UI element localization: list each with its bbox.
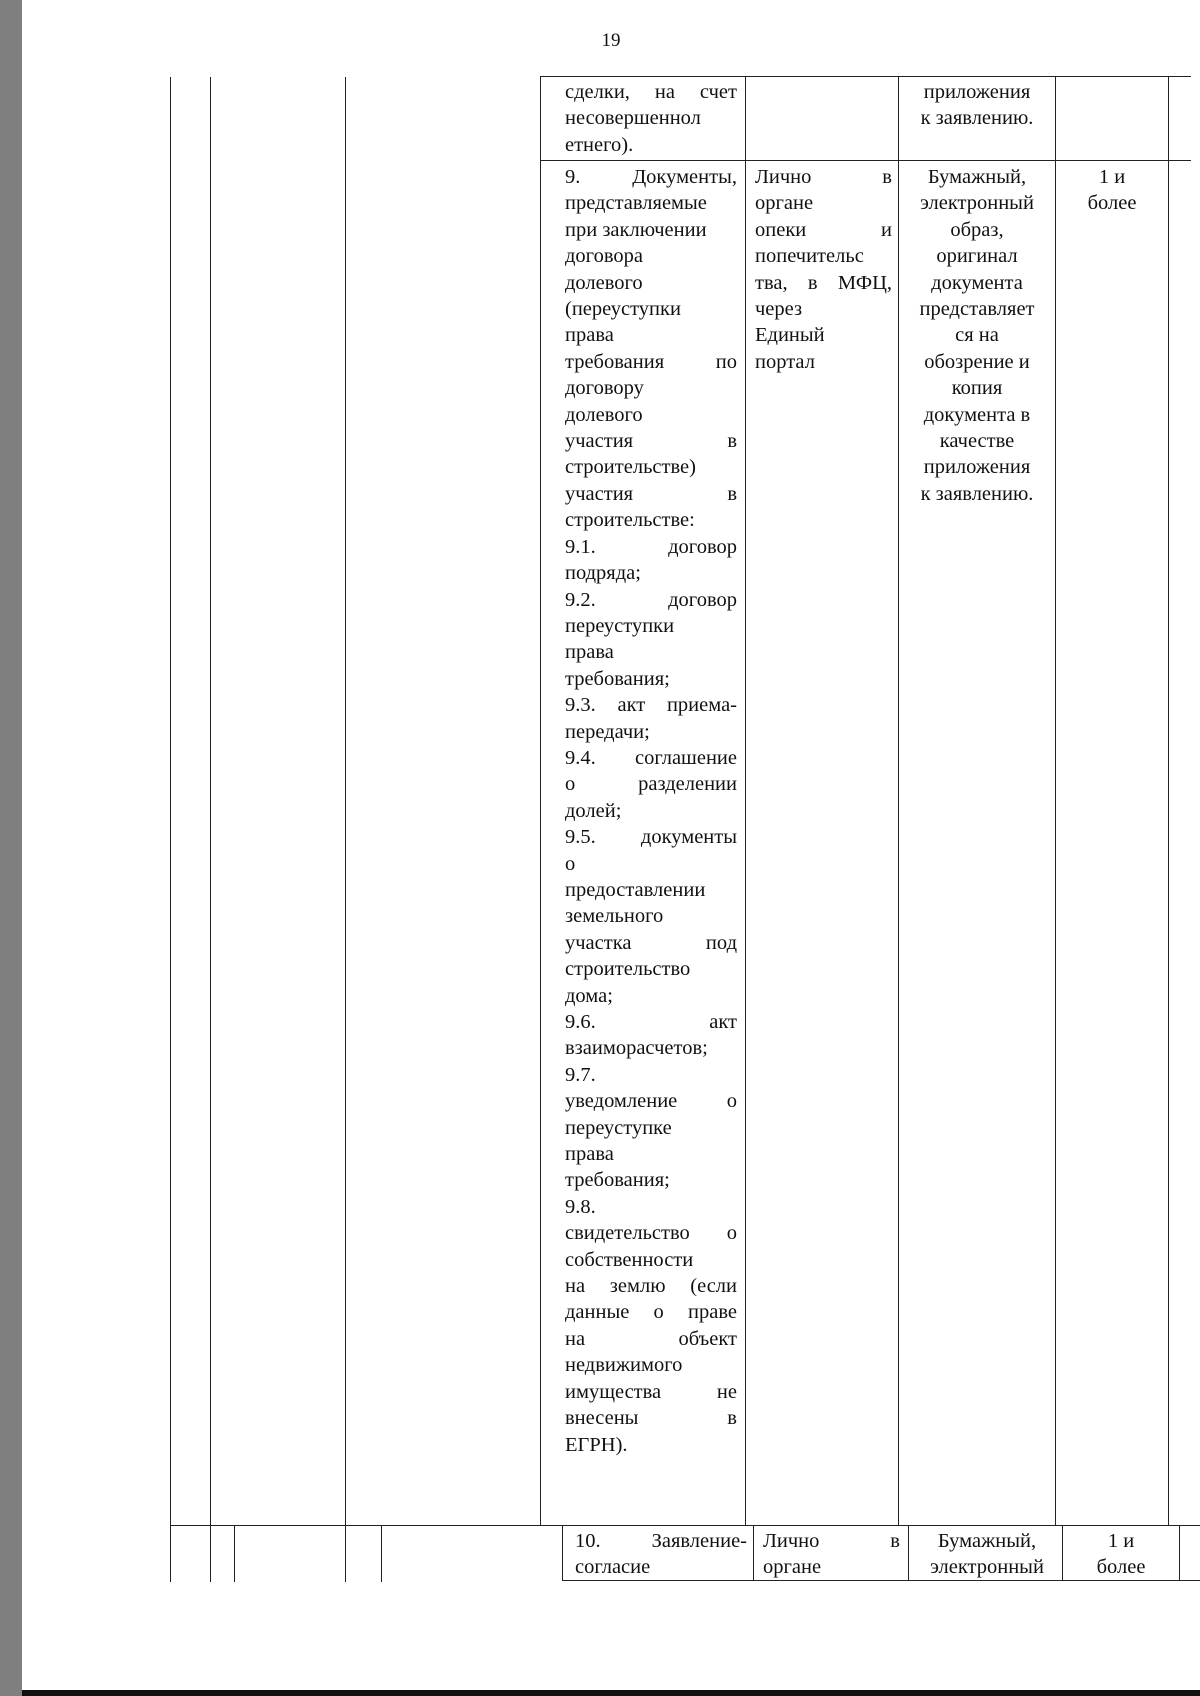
text-line: строительство (565, 958, 691, 981)
text-line: свидетельство о (565, 1222, 737, 1245)
text-line: дома; (565, 984, 613, 1007)
text-line: образ, (950, 218, 1004, 241)
text-line: участка под (565, 931, 737, 954)
text-line: переуступке (565, 1116, 672, 1139)
text-line: Лично в (755, 166, 892, 188)
left-column-line-1 (170, 77, 171, 1582)
row-a-document-cell (565, 79, 737, 158)
text-line: опеки и (755, 218, 892, 241)
text-line: более (1096, 1556, 1146, 1579)
table-col-border-4 (1055, 76, 1056, 1526)
row-divider-2 (170, 1525, 1200, 1526)
text-line: копия (951, 377, 1003, 400)
table-col-border-1-lower (562, 1525, 563, 1581)
text-line: несовершеннол (565, 107, 701, 130)
text-line: представляемые (565, 192, 707, 215)
left-column-line-1-lower (170, 1525, 171, 1582)
left-column-line-3 (345, 77, 346, 1582)
text-line: права (565, 1143, 614, 1166)
text-line: портал (755, 350, 815, 373)
text-line: земельного (565, 905, 664, 928)
text-line: органе (763, 1556, 822, 1579)
row-b-form-cell (902, 164, 1052, 507)
text-line: согласие (575, 1556, 651, 1579)
text-line: при заключении (565, 218, 707, 241)
text-line: на объект (565, 1327, 737, 1350)
text-line: участия в (565, 430, 737, 453)
text-line: ЕГРН). (565, 1433, 628, 1456)
row-a-form-cell (902, 79, 1052, 132)
text-line: подряда; (565, 562, 641, 585)
text-line: качестве (939, 430, 1015, 453)
text-line: документа в (923, 403, 1031, 426)
text-line: оригинал (936, 245, 1018, 268)
text-line: документа (931, 271, 1023, 294)
text-line: 9.1. договор (565, 535, 737, 558)
text-line: 9. Документы, (565, 166, 737, 188)
row-c-document-cell (575, 1528, 747, 1581)
text-line: 9.2. договор (565, 588, 737, 611)
text-line: взаиморасчетов; (565, 1037, 708, 1060)
text-line: участия в (565, 482, 737, 505)
text-line: Лично в (763, 1530, 900, 1552)
text-line: внесены в (565, 1407, 737, 1430)
text-line: требования по (565, 350, 737, 373)
text-line: долевого (565, 271, 643, 294)
text-line: строительстве: (565, 509, 695, 532)
table-col-border-5-lower (1179, 1525, 1180, 1581)
text-line: приложения (923, 81, 1031, 103)
row-divider-1 (540, 160, 1191, 161)
table-col-border-3 (898, 76, 899, 1526)
text-line: права (565, 324, 614, 347)
text-line: предоставлении (565, 878, 706, 901)
text-line: органе (755, 192, 814, 215)
text-line: Бумажный, (937, 1530, 1037, 1552)
text-line: представляет (919, 298, 1035, 321)
page-number: 19 (601, 30, 621, 51)
text-line: требования; (565, 667, 670, 690)
table-col-border-5 (1168, 76, 1169, 1526)
text-line: етнего). (565, 133, 634, 156)
row-c-submission-method-cell (763, 1528, 900, 1581)
text-line: 9.4. соглашение (565, 746, 737, 769)
text-line: более (1087, 192, 1137, 215)
text-line: недвижимого (565, 1354, 683, 1377)
table-col-border-2 (745, 76, 746, 1526)
table-col-border-3-lower (908, 1525, 909, 1581)
left-column-line-2-lower (234, 1525, 235, 1582)
text-line: 1 и (1107, 1530, 1135, 1552)
text-line: переуступки (565, 614, 675, 637)
text-line: уведомление о (565, 1090, 737, 1113)
row-c-quantity-cell (1065, 1528, 1177, 1581)
text-line: Единый (755, 324, 825, 347)
text-line: 9.5. документы (565, 826, 737, 849)
left-column-line-2 (210, 77, 211, 1582)
text-line: долевого (565, 403, 643, 426)
text-line: ся на (955, 324, 999, 347)
text-line: 9.8. (565, 1195, 596, 1218)
left-column-line-3-lower (381, 1525, 382, 1582)
text-line: (переуступки (565, 298, 681, 321)
text-line: попечительс (755, 245, 864, 268)
text-line: права (565, 641, 614, 664)
text-line: 9.7. (565, 1063, 596, 1086)
text-line: передачи; (565, 720, 650, 743)
text-line: тва, в МФЦ, (755, 271, 892, 294)
text-line: электронный (930, 1556, 1044, 1579)
page-bottom-edge (22, 1690, 1200, 1696)
text-line: о (565, 852, 576, 875)
text-line: 1 и (1098, 166, 1126, 188)
row-c-form-cell (912, 1528, 1062, 1581)
text-line: собственности (565, 1248, 694, 1271)
text-line: 9.3. акт приема- (565, 694, 737, 717)
document-page (22, 0, 1200, 1690)
text-line: на землю (если (565, 1275, 737, 1298)
text-line: приложения (923, 456, 1031, 479)
text-line: имущества не (565, 1380, 737, 1403)
text-line: электронный (920, 192, 1034, 215)
text-line: требования; (565, 1169, 670, 1192)
text-line: через (755, 298, 803, 321)
text-line: строительстве) (565, 456, 696, 479)
text-line: долей; (565, 799, 622, 822)
text-line: данные о праве (565, 1301, 737, 1324)
row-b-submission-method-cell (755, 164, 892, 375)
text-line: сделки, на счет (565, 81, 737, 103)
text-line: о разделении (565, 773, 737, 796)
text-line: обозрение и (924, 350, 1030, 373)
table-top-border (540, 76, 1191, 77)
text-line: к заявлению. (920, 107, 1034, 130)
row-b-document-cell (565, 164, 737, 1458)
text-line: 9.6. акт (565, 1011, 737, 1033)
text-line: 10. Заявление- (575, 1530, 747, 1552)
row-b-quantity-cell (1058, 164, 1166, 217)
table-col-border-2-lower (753, 1525, 754, 1581)
text-line: договора (565, 245, 643, 268)
text-line: Бумажный, (927, 166, 1027, 188)
table-col-border-1 (540, 76, 541, 1526)
text-line: к заявлению. (920, 482, 1034, 505)
table-col-border-4-lower (1062, 1525, 1063, 1581)
text-line: договору (565, 377, 644, 400)
